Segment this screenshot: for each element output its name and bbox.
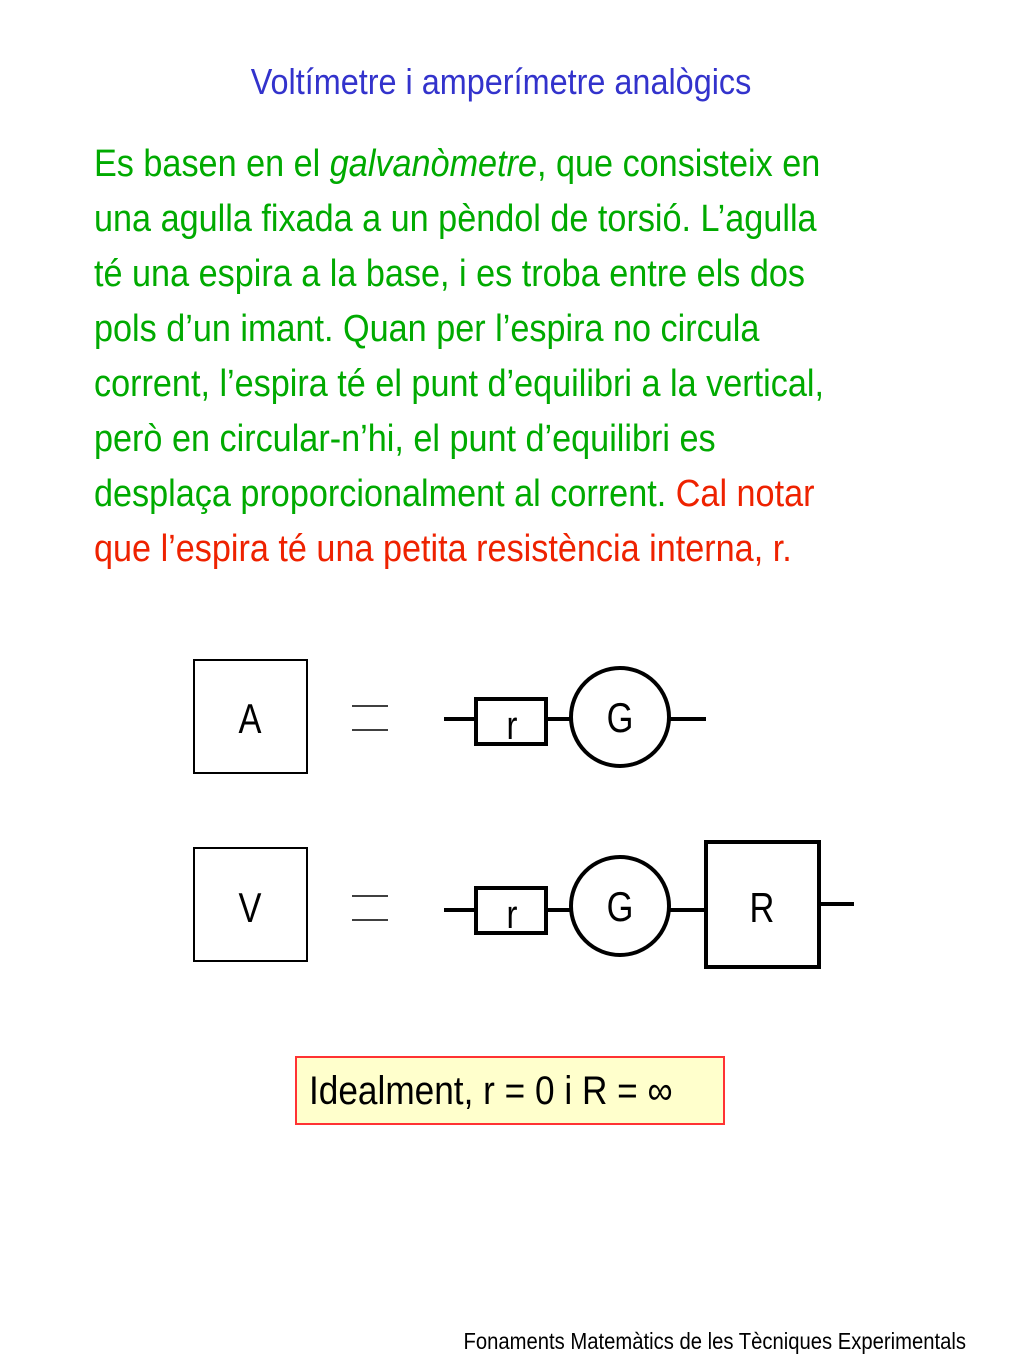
galvanometer-label: G — [606, 883, 634, 931]
ideal-conditions-text: Idealment, r = 0 i R = ∞ — [309, 1069, 673, 1113]
paragraph-text: Es basen en el — [94, 143, 330, 185]
paragraph-line-3: té una espira a la base, i es troba entre els dos — [94, 253, 806, 295]
ammeter-equivalence — [194, 660, 706, 773]
paragraph-line-5: corrent, l’espira té el punt d’equilibri a la vertical, — [94, 363, 824, 405]
paragraph-line-2: una agulla fixada a un pèndol de torsió. L’agulla — [94, 198, 817, 240]
ammeter-label: A — [238, 695, 262, 743]
series-resistor-label: R — [749, 884, 775, 932]
galvanometer-label: G — [606, 694, 634, 742]
ideal-conditions-note — [295, 1056, 725, 1125]
paragraph-line-4: pols d’un imant. Quan per l’espira no circula — [94, 308, 760, 350]
paragraph-text: desplaça proporcionalment al corrent. — [94, 473, 676, 515]
equals-sign — [352, 706, 388, 730]
slide-title: Voltímetre i amperímetre analògics — [250, 61, 752, 102]
equals-sign — [352, 896, 388, 920]
course-footer: Fonaments Matemàtics de les Tècniques Experimentals — [463, 1328, 966, 1354]
paragraph-line-6: però en circular-n’hi, el punt d’equilibri es — [94, 418, 716, 460]
voltmeter-label: V — [238, 884, 262, 932]
internal-resistor-label: r — [506, 702, 518, 748]
galvanometer-term: galvanòmetre — [329, 143, 537, 185]
paragraph-text: , que consisteix en — [536, 143, 821, 185]
highlight-text: Cal notar — [675, 473, 815, 515]
internal-resistor-label: r — [506, 891, 518, 937]
paragraph-line-8: que l’espira té una petita resistència interna, r. — [94, 528, 792, 570]
voltmeter-equivalence — [194, 842, 854, 967]
